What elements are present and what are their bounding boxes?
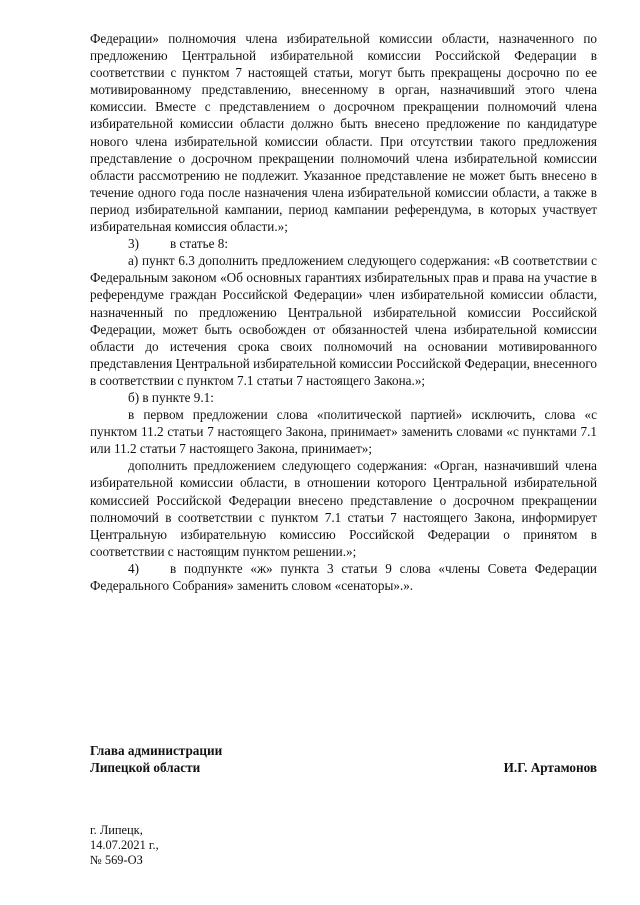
- item-number: 3): [128, 236, 139, 252]
- paragraph-first-sentence: в первом предложении слова «политической партией» исключить, слова «с пунктом 11.2 статьи 7 настоящего Закона, принимает» заменить словами «с пунктами 7.1 или 11.2 статьи 7 настоящего Закона, принимает»;: [90, 407, 597, 457]
- footer-place: г. Липецк,: [90, 823, 143, 837]
- paragraph-text: в подпункте «ж» пункта 3 статьи 9 слова «члены Совета Федерации Федерального Собрания» заменить словом «сенаторы».».: [90, 560, 597, 593]
- signature-block: [90, 742, 597, 776]
- paragraph-item-4: [90, 560, 597, 594]
- paragraph-text: в статье 8:: [170, 236, 228, 252]
- footer-date: 14.07.2021 г.,: [90, 838, 159, 853]
- signatory-title-line1: Глава администрации: [90, 743, 223, 758]
- document-footer: [90, 823, 159, 869]
- item-number: 4): [128, 560, 139, 576]
- footer-number: № 569-ОЗ: [90, 853, 143, 868]
- document-body: [90, 30, 597, 594]
- paragraph-subitem-a: а) пункт 6.3 дополнить предложением следующего содержания: «В соответствии с Федеральным законом «Об основных гарантиях избирательных прав и права на участие в референдуме граждан Российской Федерации» член избирательной комиссии области, назначенный по предложению Центральной избирательной комиссии Российской Федерации, может быть освобожден от обязанностей члена избирательной комиссии области до истечения срока своих полномочий на основании мотивированного представления Центральной избирательной комиссии Российской Федерации, внесенного в соответствии с пунктом 7.1 статьи 7 настоящего Закона.»;: [90, 253, 597, 388]
- paragraph-continuation: Федерации» полномочия члена избирательной комиссии области, назначенного по предложению Центральной избирательной комиссии Российской Федерации в соответствии с пунктом 7 настоящей статьи, могут быть прекращены досрочно по ее мотивированному представлению, внесенному в орган, назначивший этого члена комиссии. Вместе с представлением о досрочном прекращении полномочий члена избирательной комиссии области должно быть внесено предложение по кандидатуре нового члена избирательной комиссии области. При отсутствии такого предложения представление о досрочном прекращении полномочий члена избирательной комиссии области рассмотрению не подлежит. Указанное представление не может быть внесено в течение одного года после назначения члена избирательной комиссии области, а также в период избирательной кампании, период кампании референдума, в которых участвует избирательная комиссия области.»;: [90, 31, 597, 235]
- signatory-name: И.Г. Артамонов: [503, 760, 597, 775]
- paragraph-supplement: дополнить предложением следующего содержания: «Орган, назначивший члена избирательной комиссии области, в отношении которого Центральной избирательной комиссией Российской Федерации внесено представление о досрочном прекращении полномочий в соответствии с пунктом 7.1 статьи 7 настоящего Закона, информирует Центральную избирательную комиссию Российской Федерации о принятом в соответствии с настоящим пунктом решении.»;: [90, 458, 597, 559]
- paragraph-subitem-b: б) в пункте 9.1:: [128, 389, 214, 405]
- paragraph-item-3: [90, 235, 597, 252]
- signatory-title-line2: Липецкой области: [90, 760, 201, 775]
